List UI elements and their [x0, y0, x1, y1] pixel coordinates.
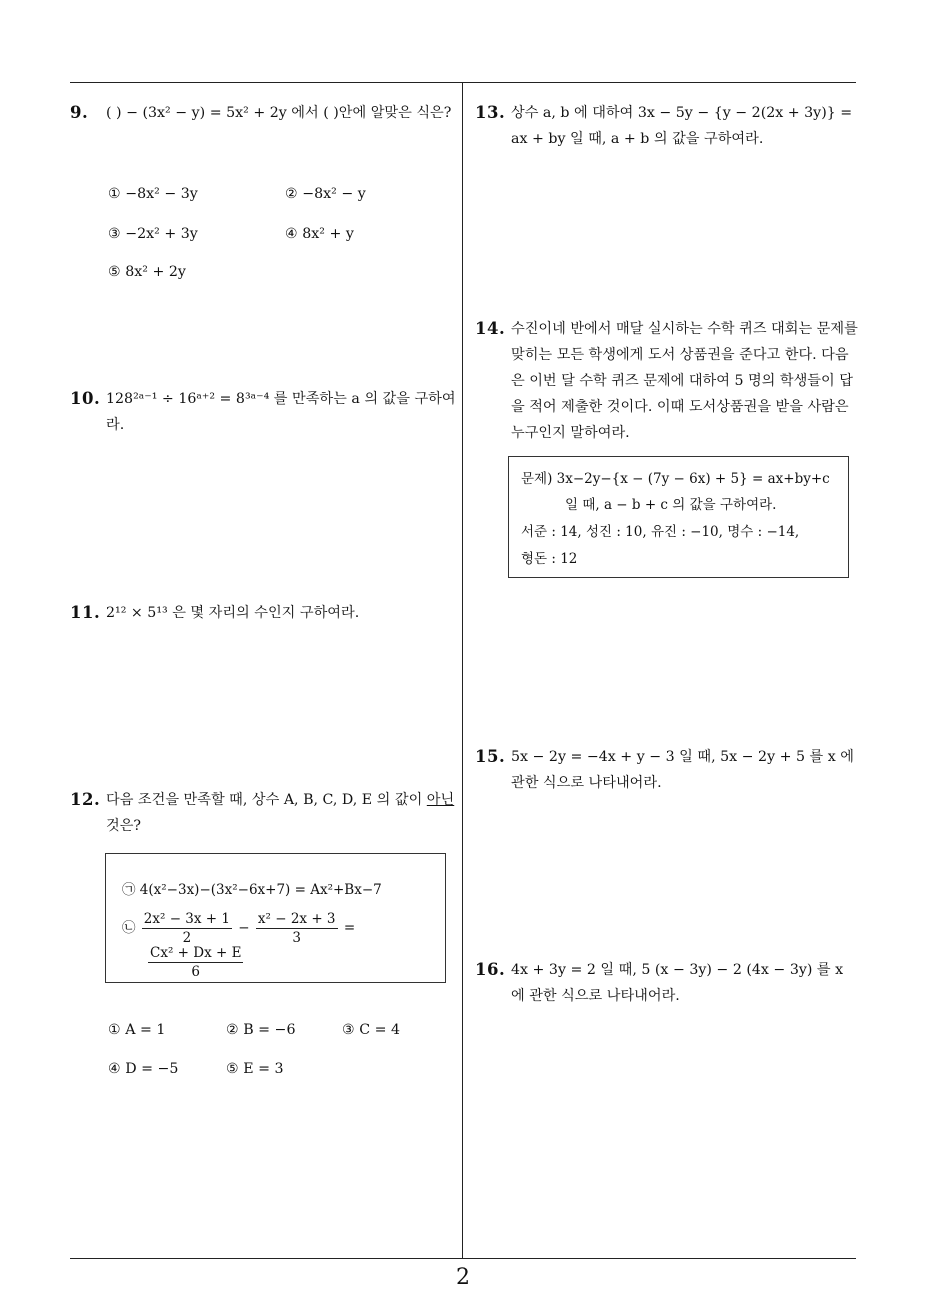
numerator: x² − 2x + 3: [257, 911, 336, 927]
condition-box: [105, 853, 446, 983]
box-line-2: 일 때, a − b + c 의 값을 구하여라.: [565, 497, 777, 513]
choice-2[interactable]: ② −8x² − y: [285, 186, 366, 202]
denominator: 6: [191, 964, 201, 980]
question-text: ( ) − (3x² − y) = 5x² + 2y 에서 ( )안에 알맞은 식은?: [106, 105, 452, 121]
question-text: 2¹² × 5¹³ 은 몇 자리의 수인지 구하여라.: [106, 605, 360, 621]
top-rule: [70, 82, 856, 83]
condition-2-mark: ㉡: [122, 920, 136, 936]
page-number: 2: [456, 1265, 470, 1290]
question-text: [106, 787, 456, 839]
question-14: [475, 316, 859, 446]
question-text: 128²ᵃ⁻¹ ÷ 16ᵃ⁺² = 8³ᵃ⁻⁴ 를 만족하는 a 의 값을 구하여라.: [106, 391, 456, 433]
question-text: 4x + 3y = 2 일 때, 5 (x − 3y) − 2 (4x − 3y) 를 x 에 관한 식으로 나타내어라.: [511, 962, 844, 1004]
condition-2: [122, 910, 355, 947]
choice-3[interactable]: ③ C = 4: [342, 1022, 401, 1038]
choice-5[interactable]: ⑤ E = 3: [226, 1061, 284, 1077]
fraction: [256, 910, 338, 947]
condition-2-rhs: [146, 944, 245, 981]
question-number: 15.: [475, 747, 506, 766]
choice-2[interactable]: ② B = −6: [226, 1022, 296, 1038]
box-line-3: 서준 : 14, 성진 : 10, 유진 : −10, 명수 : −14,: [521, 524, 800, 540]
question-text: 5x − 2y = −4x + y − 3 일 때, 5x − 2y + 5 를 x 에 관한 식으로 나타내어라.: [511, 749, 854, 791]
question-number: 16.: [475, 960, 506, 979]
fraction: [142, 910, 232, 947]
problem-box: [508, 456, 849, 578]
question-number: 9.: [70, 103, 89, 122]
numerator: Cx² + Dx + E: [150, 945, 242, 961]
fraction: [148, 944, 243, 981]
choice-5[interactable]: ⑤ 8x² + 2y: [108, 264, 186, 280]
choice-4[interactable]: ④ D = −5: [108, 1061, 179, 1077]
question-11: [70, 600, 456, 626]
denominator: 2: [182, 930, 192, 946]
box-line-1: 문제) 3x−2y−{x − (7y − 6x) + 5} = ax+by+c: [521, 471, 830, 487]
bottom-rule: [70, 1258, 856, 1259]
question-text: 상수 a, b 에 대하여 3x − 5y − {y − 2(2x + 3y)} = ax + by 일 때, a + b 의 값을 구하여라.: [511, 105, 853, 147]
question-12: [70, 787, 456, 839]
question-number: 13.: [475, 103, 506, 122]
choice-1[interactable]: ① A = 1: [108, 1022, 166, 1038]
column-divider: [462, 82, 463, 1259]
choice-1[interactable]: ① −8x² − 3y: [108, 186, 198, 202]
question-10: [70, 386, 456, 438]
numerator: 2x² − 3x + 1: [143, 911, 230, 927]
condition-1: ㉠ 4(x²−3x)−(3x²−6x+7) = Ax²+Bx−7: [122, 882, 382, 898]
question-16: [475, 957, 859, 1009]
question-number: 14.: [475, 319, 506, 338]
question-text-part: 것은?: [106, 818, 142, 834]
box-line-4: 형돈 : 12: [521, 551, 578, 567]
question-13: [475, 100, 859, 152]
underlined-word: 아닌: [426, 792, 455, 808]
choice-3[interactable]: ③ −2x² + 3y: [108, 226, 198, 242]
question-text-part: 다음 조건을 만족할 때, 상수 A, B, C, D, E 의 값이: [106, 792, 423, 808]
question-number: 12.: [70, 790, 101, 809]
question-number: 11.: [70, 603, 101, 622]
equals-sign: =: [343, 920, 356, 936]
question-text: 수진이네 반에서 매달 실시하는 수학 퀴즈 대회는 문제를 맞히는 모든 학생에게 도서 상품권을 준다고 한다. 다음은 이번 달 수학 퀴즈 문제에 대하여 5 명의 학생들이 답을 적어 제출한 것이다. 이때 도서상품권을 받을 사람은 누구인지 말하여라.: [511, 321, 858, 441]
question-15: [475, 744, 859, 796]
denominator: 3: [292, 930, 301, 946]
question-number: 10.: [70, 389, 101, 408]
minus-sign: −: [238, 920, 250, 936]
choice-4[interactable]: ④ 8x² + y: [285, 226, 354, 242]
question-9: [70, 100, 456, 126]
